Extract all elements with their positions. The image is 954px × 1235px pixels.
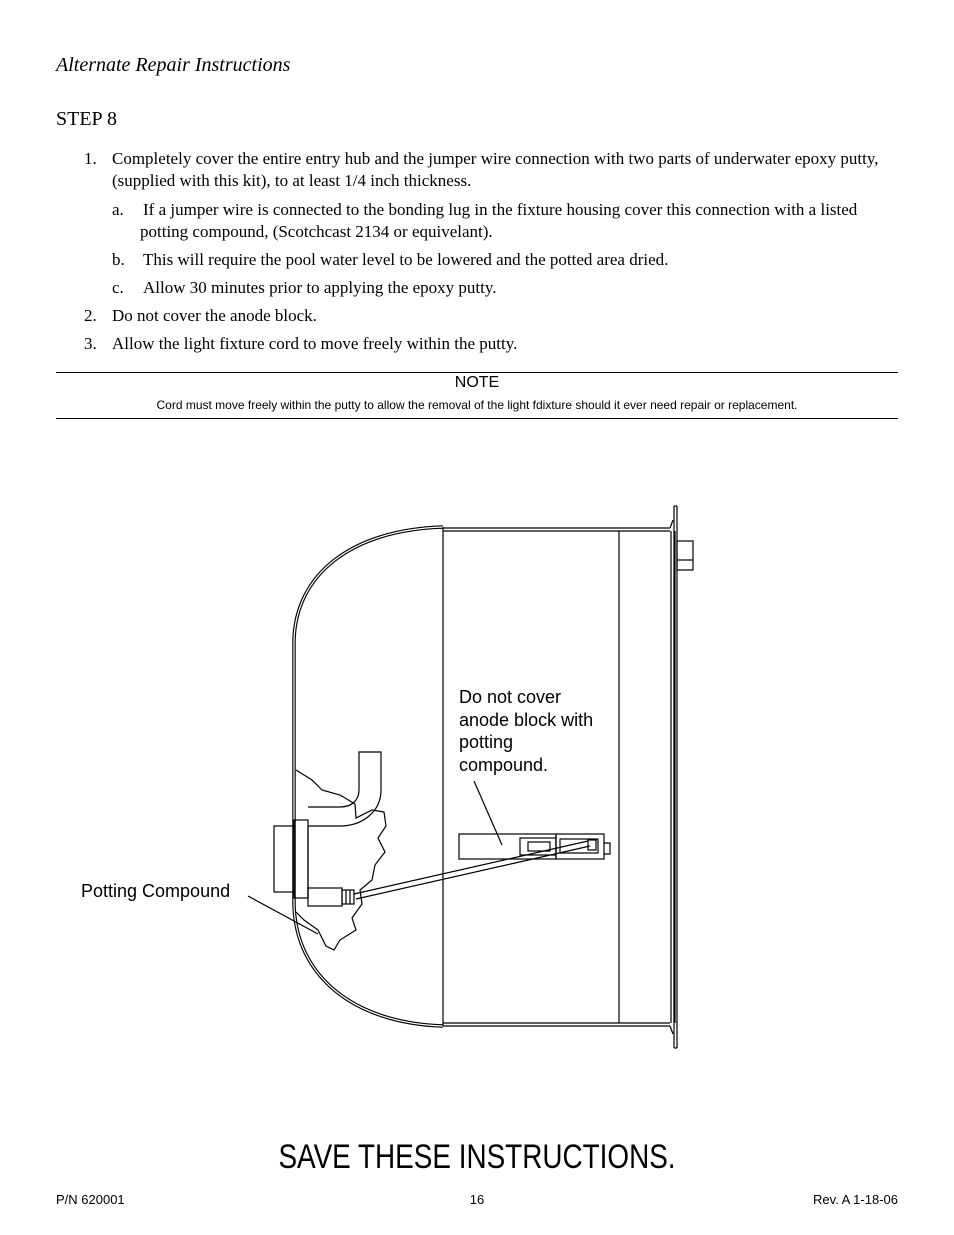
note-title: NOTE bbox=[454, 374, 500, 391]
note-top-divider bbox=[56, 372, 898, 373]
anode-callout-leader bbox=[474, 781, 502, 845]
note-text: Cord must move freely within the putty to allow the removal of the light fdixture should it ever need repair or replacement. bbox=[156, 398, 798, 412]
anode-callout-line: compound. bbox=[459, 754, 549, 775]
anode-callout-label bbox=[459, 686, 593, 776]
list-item-number: 1. bbox=[84, 149, 97, 168]
light-fixture-drawing bbox=[0, 490, 954, 1070]
list-subitem bbox=[0, 277, 954, 299]
list-item bbox=[0, 305, 954, 327]
note-bottom-divider bbox=[56, 418, 898, 419]
list-subitem-letter: a. bbox=[112, 200, 124, 219]
housing-outline bbox=[294, 527, 443, 1026]
anode-callout-line: potting bbox=[459, 732, 514, 752]
anode-callout-line: anode block with bbox=[459, 709, 594, 730]
list-subitem-text: If a jumper wire is connected to the bonding lug in the fixture housing cover this connection with a listed potting compound, (Scotchcast 2134 or equivelant). bbox=[140, 200, 858, 241]
step-heading: STEP 8 bbox=[56, 108, 117, 130]
footer-part-number: P/N 620001 bbox=[56, 1192, 125, 1207]
footer-page-number: 16 bbox=[469, 1192, 485, 1207]
list-subitem bbox=[0, 199, 954, 245]
list-item-text: Completely cover the entire entry hub and the jumper wire connection with two parts of underwater epoxy putty, (supplied with this kit), to at least 1/4 inch thickness. bbox=[112, 149, 879, 190]
document-header-title: Alternate Repair Instructions bbox=[56, 54, 291, 76]
list-subitem-text: Allow 30 minutes prior to applying the epoxy putty. bbox=[143, 278, 497, 297]
footer-revision: Rev. A 1-18-06 bbox=[812, 1192, 898, 1207]
list-subitem-text: This will require the pool water level to be lowered and the potted area dried. bbox=[143, 250, 669, 269]
list-item-number: 3. bbox=[84, 334, 97, 353]
save-instructions-notice: SAVE THESE INSTRUCTIONS. bbox=[278, 1138, 676, 1176]
potting-compound-label: Potting Compound bbox=[81, 881, 231, 901]
light-fixture-diagram bbox=[0, 490, 954, 1070]
anode-callout-line: Do not cover bbox=[459, 687, 562, 707]
list-item bbox=[0, 333, 954, 355]
list-item-text: Allow the light fixture cord to move freely within the putty. bbox=[112, 334, 518, 353]
list-item-text: Do not cover the anode block. bbox=[112, 306, 317, 325]
list-subitem-letter: c. bbox=[112, 278, 124, 297]
list-item bbox=[0, 148, 954, 194]
list-subitem bbox=[0, 249, 954, 271]
list-item-number: 2. bbox=[84, 306, 97, 325]
list-subitem-letter: b. bbox=[112, 250, 125, 269]
